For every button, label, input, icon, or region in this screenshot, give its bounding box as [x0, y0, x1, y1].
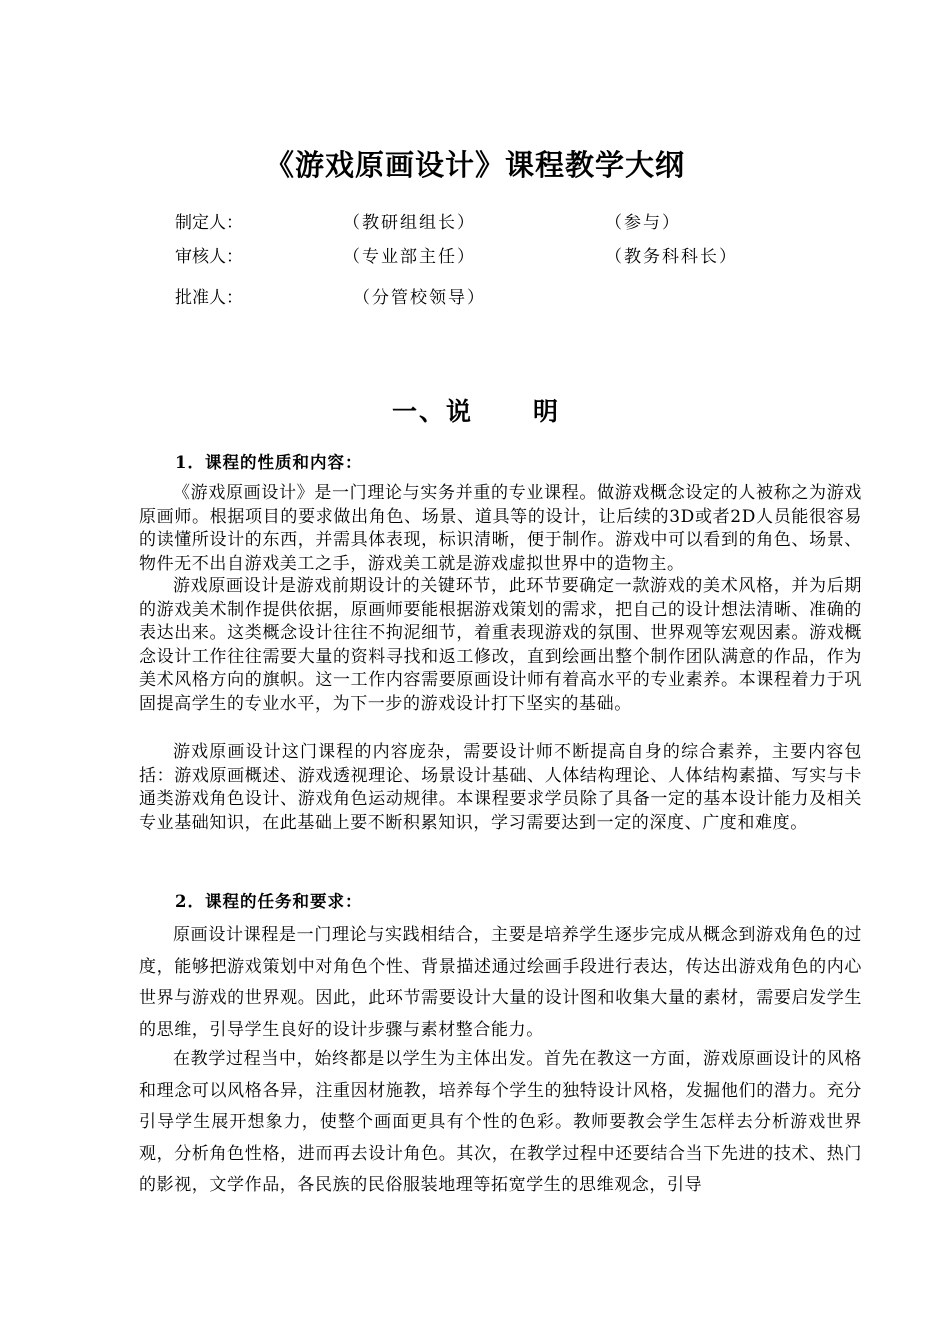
section-number: 一、说 — [391, 397, 473, 426]
subsection-heading: 2．课程的任务和要求： — [175, 892, 363, 911]
signature-role: （专业部主任） — [343, 247, 476, 267]
paragraph: 游戏原画设计这门课程的内容庞杂，需要设计师不断提高自身的综合素养，主要内容包括：游戏原画概述、游戏透视理论、场景设计基础、人体结构理论、人体结构素描、写实与卡通类游戏角色设计、游戏角色运动规律。本课程要求学员除了具备一定的基本设计能力及相关专业基础知识，在此基础上要不断积累知识，学习需要达到一定的深度、广度和难度。 — [139, 742, 862, 833]
signature-role: （参与） — [605, 213, 681, 233]
signature-role: （分管校领导） — [353, 288, 486, 308]
signature-row-approver — [175, 283, 875, 309]
section-title-end: 明 — [533, 397, 559, 426]
signature-label: 审核人： — [175, 247, 243, 267]
signature-row-reviewer — [175, 242, 875, 268]
paragraph: 游戏原画设计是游戏前期设计的关键环节，此环节要确定一款游戏的美术风格，并为后期的游戏美术制作提供依据，原画师要能根据游戏策划的需求，把自己的设计想法清晰、准确的表达出来。这类概念设计往往不拘泥细节，着重表现游戏的氛围、世界观等宏观因素。游戏概念设计工作往往需要大量的资料寻找和返工修改，直到绘画出整个制作团队满意的作品，作为美术风格方向的旗帜。这一工作内容需要原画设计师有着高水平的专业素养。本课程着力于巩固提高学生的专业水平，为下一步的游戏设计打下坚实的基础。 — [139, 576, 862, 714]
subsection-heading: 1．课程的性质和内容： — [175, 453, 363, 472]
paragraph: 原画设计课程是一门理论与实践相结合，主要是培养学生逐步完成从概念到游戏角色的过度，能够把游戏策划中对角色个性、背景描述通过绘画手段进行表达，传达出游戏角色的内心世界与游戏的世界观。因此，此环节需要设计大量的设计图和收集大量的素材，需要启发学生的思维，引导学生良好的设计步骤与素材整合能力。 — [139, 925, 862, 1040]
signature-role: （教研组组长） — [343, 213, 476, 233]
document-title: 《游戏原画设计》课程教学大纲 — [264, 148, 685, 182]
signature-row-author — [175, 208, 875, 234]
paragraph: 《游戏原画设计》是一门理论与实务并重的专业课程。做游戏概念设定的人被称之为游戏原画师。根据项目的要求做出角色、场景、道具等的设计，让后续的3D或者2D人员能很容易的读懂所设计的东西，并需具体表现，标识清晰，便于制作。游戏中可以看到的角色、场景、物件无不出自游戏美工之手，游戏美工就是游戏虚拟世界中的造物主。 — [139, 483, 862, 574]
signature-label: 批准人： — [175, 288, 243, 308]
signature-label: 制定人： — [175, 213, 243, 233]
section-heading — [0, 392, 950, 428]
signature-role: （教务科科长） — [605, 247, 738, 267]
paragraph: 在教学过程当中，始终都是以学生为主体出发。首先在教这一方面，游戏原画设计的风格和理念可以风格各异，注重因材施教，培养每个学生的独特设计风格，发掘他们的潜力。充分引导学生展开想象力，使整个画面更具有个性的色彩。教师要教会学生怎样去分析游戏世界观，分析角色性格，进而再去设计角色。其次，在教学过程中还要结合当下先进的技术、热门的影视，文学作品，各民族的民俗服装地理等拓宽学生的思维观念，引导 — [139, 1049, 862, 1195]
